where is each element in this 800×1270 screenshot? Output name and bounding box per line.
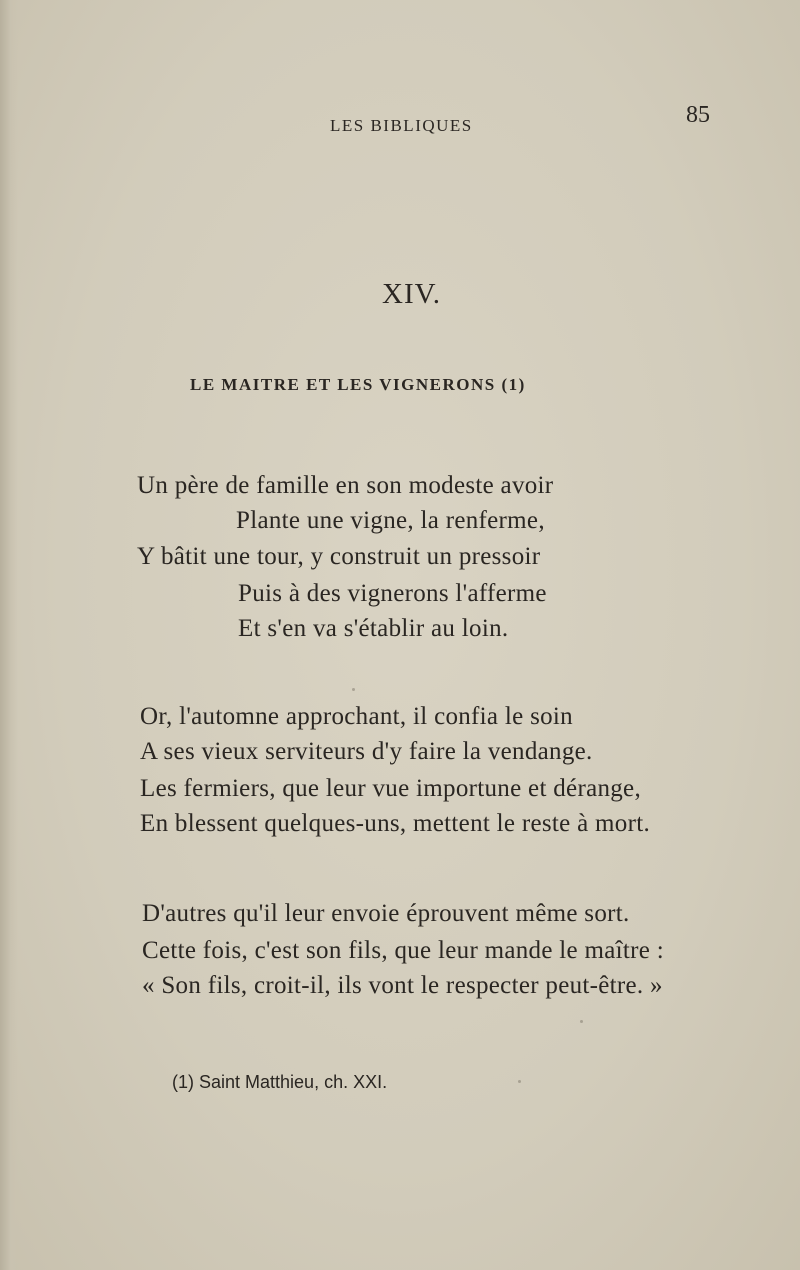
verse-line: D'autres qu'il leur envoie éprouvent même sort. [142,900,630,927]
page-binding-edge [0,0,18,1270]
chapter-title: LE MAITRE ET LES VIGNERONS (1) [190,375,526,394]
footnote: (1) Saint Matthieu, ch. XXI. [172,1072,388,1092]
running-head: LES BIBLIQUES [330,116,473,135]
verse-line: Or, l'automne approchant, il confia le soin [140,703,573,730]
verse-line: Puis à des vignerons l'afferme [238,580,547,607]
verse-line: Et s'en va s'établir au loin. [238,615,509,642]
page-number: 85 [686,102,710,128]
verse-line: Y bâtit une tour, y construit un pressoir [137,543,541,570]
verse-line: A ses vieux serviteurs d'y faire la vendange. [140,738,593,765]
verse-line: En blessent quelques-uns, mettent le reste à mort. [140,810,651,837]
paper-speck [352,688,355,691]
verse-line: Les fermiers, que leur vue importune et dérange, [140,775,642,802]
paper-speck [580,1020,583,1023]
verse-line: Cette fois, c'est son fils, que leur mande le maître : [142,937,664,964]
verse-line: Plante une vigne, la renferme, [236,507,545,534]
paper-speck [518,1080,521,1083]
verse-line: « Son fils, croit-il, ils vont le respecter peut-être. » [142,972,663,999]
verse-line: Un père de famille en son modeste avoir [137,472,554,499]
chapter-number: XIV. [382,278,442,310]
